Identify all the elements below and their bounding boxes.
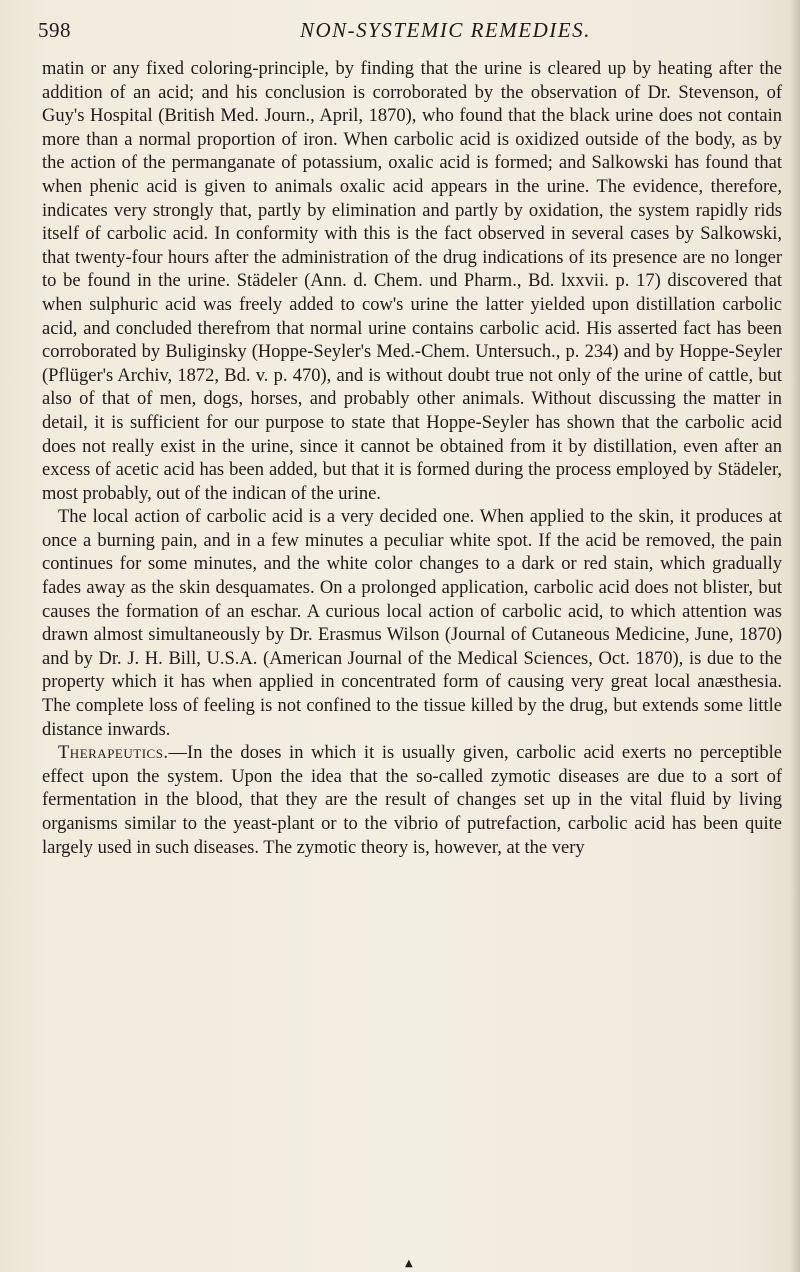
page-edge-shadow <box>790 0 800 1272</box>
body-text <box>42 58 782 860</box>
paragraph-local-action: The local action of carbolic acid is a very decided one. When applied to the skin, it produces at once a burning pain, and in a few minutes a peculiar white spot. If the acid be removed, the pain continues for some minutes, and the white color changes to a dark or red stain, which gradually fades away as the skin desquamates. On a prolonged application, carbolic acid does not blister, but causes the formation of an eschar. A curious local action of carbolic acid, to which attention was drawn almost simultaneously by Dr. Erasmus Wilson (Journal of Cutaneous Medicine, June, 1870) and by Dr. J. H. Bill, U.S.A. (American Journal of the Medical Sciences, Oct. 1870), is due to the property which it has when applied in concentrated form of causing very great local anæsthesia. The complete loss of feeling is not confined to the tissue killed by the drug, but extends some little distance inwards. <box>42 507 782 740</box>
running-title: NON-SYSTEMIC REMEDIES. <box>300 18 591 42</box>
therapeutics-text: —In the doses in which it is usually given, carbolic acid exerts no perceptible effect upon the system. Upon the idea that the so-called zymotic diseases are due to a sort of fermentation in the blood, that they are the result of changes set up in the vital fluid by living organisms similar to the yeast-plant or to the vibrio of putrefaction, carbolic acid has been quite largely used in such diseases. The zymotic theory is, however, at the very <box>42 743 782 858</box>
paragraph-therapeutics <box>42 742 782 860</box>
page-number: 598 <box>38 18 71 42</box>
page-header <box>38 18 778 48</box>
paragraph-urine-analysis: matin or any fixed coloring-principle, by finding that the urine is cleared up by heating after the addition of an acid; and his conclusion is corroborated by the observation of Dr. Stevenson, of Guy's Hospital (British Med. Journ., April, 1870), who found that the black urine does not contain more than a normal proportion of iron. When carbolic acid is oxidized outside of the body, as by the action of the permanganate of potassium, oxalic acid is formed; and Salkowski has found that when phenic acid is given to animals oxalic acid appears in the urine. The evidence, therefore, indicates very strongly that, partly by elimination and partly by oxidation, the system rapidly rids itself of carbolic acid. In conformity with this is the fact observed in several cases by Salkowski, that twenty-four hours after the administration of the drug indications of its presence are no longer to be found in the urine. Städeler (Ann. d. Chem. und Pharm., Bd. lxxvii. p. 17) discovered that when sulphuric acid was freely added to cow's urine the latter yielded upon distillation carbolic acid, and concluded therefrom that normal urine contains carbolic acid. His asserted fact has been corroborated by Buliginsky (Hoppe-Seyler's Med.-Chem. Untersuch., p. 234) and by Hoppe-Seyler (Pflüger's Archiv, 1872, Bd. v. p. 470), and is without doubt true not only of the urine of cattle, but also of that of men, dogs, horses, and probably other animals. Without discussing the matter in detail, it is sufficient for our purpose to state that Hoppe-Seyler has shown that the carbolic acid does not really exist in the urine, since it cannot be obtained from it by distillation, even after an excess of acetic acid has been added, but that it is formed during the process employed by Städeler, most probably, out of the indican of the urine. <box>42 59 782 504</box>
footer-mark: ▲ <box>405 1258 413 1269</box>
therapeutics-heading: Therapeutics. <box>58 743 169 764</box>
